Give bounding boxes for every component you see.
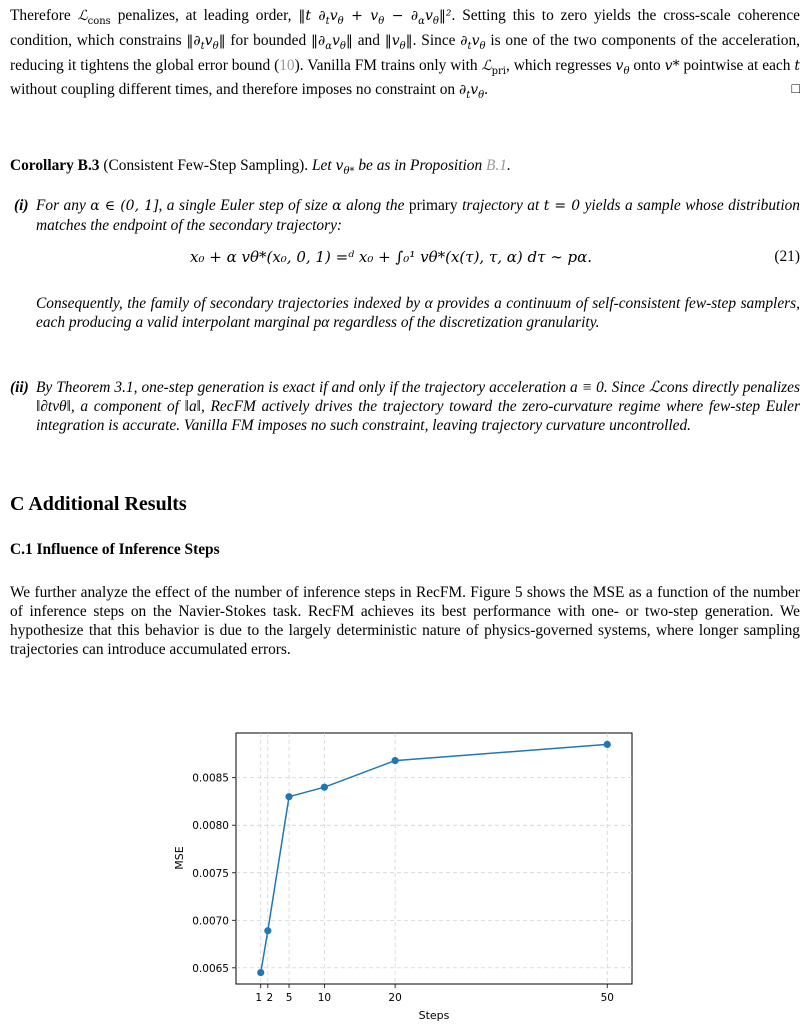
x-tick-label: 20	[388, 992, 402, 1004]
data-point	[604, 741, 611, 748]
x-tick-label: 10	[317, 992, 332, 1004]
series-line	[261, 744, 608, 972]
subsection-title: C.1 Influence of Inference Steps	[10, 541, 220, 558]
y-tick-label: 0.0070	[192, 915, 229, 928]
x-tick-label: 1	[255, 992, 263, 1004]
y-tick-label: 0.0075	[192, 867, 229, 880]
qed-symbol: □	[791, 82, 800, 98]
grid-lines	[236, 733, 632, 984]
proof-paragraph: Therefore ℒ$_{cons}$ penalizes, at leading order, ‖t $\partial_tv_\theta + v_\theta$ − $\partial_\alpha v_\theta‖^2$. Setting this to zero yields the cross-scale coherence condition, which constrains $‖\partial_tv_\theta‖$ for bounded $‖\partial_\alpha v_\theta‖$ and $‖v_\theta‖$. Since $\partial_tv_\theta$ is one of the two components of the acceleration, reducing it tightens the global error bound (10). Vanilla FM trains only with ℒ$_{pri}$, which regresses $v_\theta$ onto v* pointwise at each t without coupling different times, and therefore imposes no constraint on $\partial_tv_\theta$. □	[10, 7, 800, 102]
corollary-item-i: (i) For any α ∈ (0, 1], a single Euler step of size α along the primary trajectory at t = 0 yields a sample whose distribution matches the endpoint of the secondary trajectory:	[14, 197, 800, 234]
section-title: C Additional Results	[10, 493, 187, 515]
item-ii-label: (ii)	[10, 379, 29, 396]
x-tick-label: 5	[285, 992, 293, 1004]
item-ii-text: By Theorem 3.1, one-step generation is exact if and only if the trajectory acceleration a ≡ 0. Since ℒcons directly penalizes ‖∂tvθ‖, a component of ‖a‖, RecFM actively drives the trajectory toward the zero-curvature regime where few-step Euler integration is accurate. Vanilla FM imposes no such constraint, leaving trajectory curvature uncontrolled.	[36, 379, 800, 434]
data-point	[321, 784, 328, 791]
y-axis-label: MSE	[173, 846, 186, 870]
corollary-name: (Consistent Few-Step Sampling).	[103, 157, 309, 174]
data-point	[285, 793, 292, 800]
equation-body: x₀ + α vθ*(x₀, 0, 1) =ᵈ x₀ + ∫₀¹ vθ*(x(τ), τ, α) dτ ∼ pα.	[190, 248, 593, 266]
equation-number: (21)	[774, 248, 800, 265]
x-tick-label: 2	[266, 992, 274, 1004]
axis-ticks	[192, 773, 614, 1004]
data-point	[392, 757, 399, 764]
y-tick-label: 0.0080	[192, 820, 229, 833]
equation-21	[190, 236, 800, 286]
item-i-followup	[36, 294, 800, 332]
plot-frame	[236, 733, 632, 984]
data-point	[257, 969, 264, 976]
x-axis-label: Steps	[418, 1009, 450, 1022]
y-tick-label: 0.0065	[192, 962, 229, 975]
item-i-label: (i)	[14, 197, 29, 214]
y-tick-label: 0.0085	[192, 772, 229, 785]
item-i-followup-text: Consequently, the family of secondary trajectories indexed by α provides a continuum of self-consistent few-step samplers, each producing a valid interpolant marginal pα regardless of the discretization granularity.	[36, 295, 800, 331]
body-paragraph: We further analyze the effect of the number of inference steps in RecFM. Figure 5 shows the MSE as a function of the number of inference steps on the Navier-Stokes task. RecFM achieves its best performance with one- or two-step generation. We hypothesize that this behavior is due to the largely deterministic nature of physics-governed systems, where longer sampling trajectories can introduce accumulated errors.	[10, 584, 800, 658]
series-points	[257, 741, 611, 976]
corollary-heading: Corollary B.3 (Consistent Few-Step Sampling). Let $v_{\theta*}$ be as in Proposition B.1.	[10, 157, 511, 177]
corollary-item-ii	[10, 378, 800, 435]
corollary-label: Corollary B.3	[10, 157, 100, 174]
x-tick-label: 50	[600, 992, 614, 1004]
data-point	[264, 927, 271, 934]
